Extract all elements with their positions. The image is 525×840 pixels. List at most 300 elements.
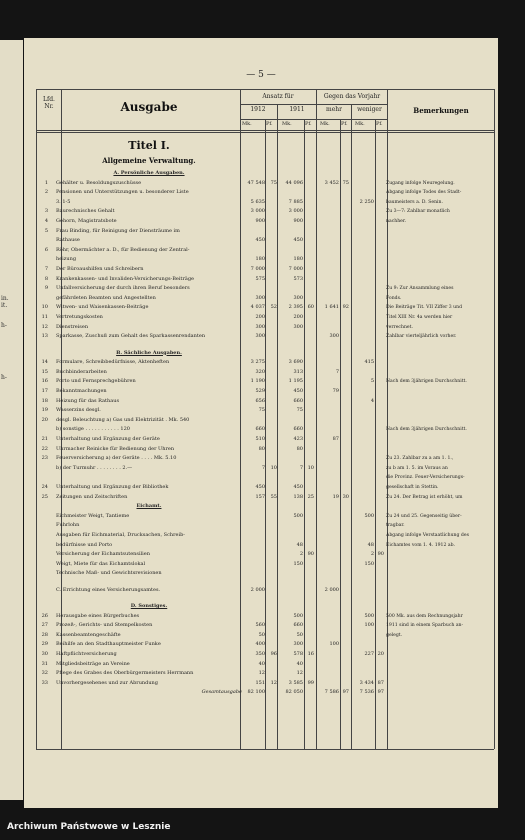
cell-m2: 82 050 (285, 689, 303, 696)
cell-p2: 10 (307, 464, 314, 471)
table-row (34, 512, 494, 521)
cell-text: Porto und Fernsprechgebühren (56, 378, 136, 385)
cell-m1: 350 (255, 650, 265, 657)
header-top-rule (36, 89, 494, 90)
cell-m1: 300 (255, 323, 265, 330)
edge-text: h- (1, 374, 7, 381)
cell-text: Krankenkassen- und Invaliden-Versicherungs-Beiträge (56, 275, 194, 282)
table-row (34, 640, 494, 649)
cell-nr: 22 (41, 445, 48, 452)
cell-m3: 3 452 (324, 179, 339, 186)
header-pf: Pf. (341, 121, 348, 127)
cell-text: Feuerversicherung a) der Geräte . . . . Mk. 5.10 (56, 455, 177, 462)
header-mid-rule (240, 104, 387, 105)
cell-nr: 31 (41, 660, 48, 667)
cell-m1: 656 (255, 397, 265, 404)
cell-p1: 52 (270, 304, 277, 311)
cell-m1: 4 037 (250, 304, 265, 311)
section-heading: A. Persönliche Ausgaben. (113, 170, 185, 176)
cell-nr: 27 (41, 622, 48, 629)
table-row (34, 464, 494, 473)
cell-p3: 97 (342, 689, 349, 696)
cell-m1: 200 (255, 314, 265, 320)
cell-rem: Zu 24 und 25. Gegenseitig über- (386, 513, 462, 519)
cell-p1: 55 (270, 493, 277, 500)
cell-text: heizung (56, 256, 77, 263)
table-row (34, 246, 494, 255)
cell-text: Fuhrlohn (56, 522, 80, 529)
cell-m4: 227 (364, 650, 374, 657)
table-row (34, 483, 494, 492)
table-row (34, 227, 494, 236)
section-title: Titel I. (128, 139, 170, 152)
table-row (34, 445, 494, 454)
table-row (34, 631, 494, 640)
cell-m1: 660 (255, 426, 265, 433)
cell-nr: 32 (41, 670, 48, 677)
header-mk: Mk. (242, 121, 252, 127)
cell-text: desgl. Beleuchtung a) Gas und Elektrizität . Mk. 540 (56, 416, 190, 423)
cell-m4: 100 (364, 622, 374, 629)
table-row (34, 377, 494, 386)
section-heading-row (34, 349, 494, 358)
cell-nr: 12 (41, 323, 48, 330)
cell-rem: 500 Mk. aus dem Rechnungsjahr (386, 613, 463, 619)
cell-nr: 14 (41, 359, 48, 366)
section-heading: Eichamt. (136, 503, 162, 510)
cell-nr: 19 (41, 407, 48, 414)
cell-rem: gesellschaft in Stettin. (386, 484, 439, 490)
cell-text: Bekanntmachungen (56, 387, 107, 394)
header-gegen: Gegen das Vorjahr (323, 93, 381, 100)
header-mid-rule (240, 119, 387, 120)
cell-text: Unterhaltung und Ergänzung der Bibliothek (56, 483, 169, 490)
cell-rem: Zu 9: Zur Ansammlung eines (386, 286, 454, 292)
cell-m1: 450 (255, 483, 265, 490)
cell-m2: 75 (296, 407, 303, 414)
cell-nr: 18 (41, 397, 48, 404)
cell-m2: 1 195 (288, 378, 303, 385)
cell-m2: 2 (299, 551, 303, 558)
cell-p1: 12 (270, 679, 277, 686)
cell-m4: 500 (364, 612, 374, 619)
cell-text: Mitgliedsbeiträge an Vereine (56, 660, 130, 667)
header-weniger: weniger (357, 106, 382, 113)
cell-text: Unterhaltung und Ergänzung der Geräte (56, 435, 160, 442)
cell-text: Sparkasse, Zuschuß zum Gehalt des Sparkassenrendanten (56, 333, 206, 340)
cell-text: Wasserzins desgl. (56, 407, 101, 414)
cell-m1: 75 (258, 407, 265, 414)
cell-m1: 400 (255, 641, 265, 648)
cell-text: Baurechnisches Gehalt (56, 208, 115, 215)
cell-m1: 5 635 (250, 198, 265, 205)
cell-p3: 92 (342, 304, 349, 311)
cell-nr: 33 (41, 679, 48, 686)
edge-text: h- (1, 322, 7, 329)
cell-m2: 300 (293, 641, 303, 648)
cell-rem: Fonds. (386, 295, 402, 301)
cell-m2: 300 (293, 323, 303, 330)
table-row (34, 207, 494, 216)
cell-m3: 87 (332, 435, 339, 442)
cell-text: Technische Maß- und Gewichtsrevisionen (56, 570, 162, 577)
cell-nr: 26 (41, 612, 48, 619)
cell-m2: 660 (293, 426, 303, 433)
cell-m2: 80 (296, 445, 303, 452)
cell-m1: 450 (255, 237, 265, 244)
cell-rem: Zu 3—7: Zahlbar monatlich (386, 209, 450, 215)
cell-m1: 80 (258, 445, 265, 452)
cell-m2: 2 395 (288, 304, 303, 311)
cell-m3: 7 (335, 368, 339, 375)
cell-text: Heizung für das Rathaus (56, 397, 120, 404)
cell-m2: 138 (293, 493, 303, 500)
cell-text: Uhrmacher Reinicke für Bedienung der Uhren (56, 445, 175, 452)
cell-m1: 7 000 (250, 266, 265, 272)
cell-m2: 200 (293, 314, 303, 320)
cell-text: Unfallversicherung der durch ihren Beruf besonders (56, 285, 190, 292)
cell-rem: Zugang infolge Neuregelung. (386, 180, 455, 186)
cell-nr: 25 (41, 493, 48, 500)
cell-p3: 75 (342, 179, 349, 186)
cell-text: Eichmeister Weigt, Tantieme (56, 512, 130, 519)
cell-p4: 87 (377, 679, 384, 686)
cell-nr: 8 (44, 275, 48, 282)
cell-m2: 660 (293, 622, 303, 629)
cell-m2: 313 (293, 368, 303, 375)
cell-m2: 450 (293, 237, 303, 244)
table-row (34, 387, 494, 396)
cell-text: Haftpflichtversicherung (56, 650, 117, 657)
section-heading: B. Sächliche Ausgaben. (116, 349, 182, 356)
cell-m2: 423 (293, 435, 303, 442)
cell-m4: 7 536 (359, 689, 374, 696)
table-row (34, 313, 494, 322)
table-row (34, 416, 494, 425)
ledger-page (24, 38, 498, 808)
cell-nr: 28 (41, 631, 48, 638)
cell-text: Herausgabe eines Bürgerbuches (56, 612, 140, 619)
header-mk: Mk. (355, 121, 365, 127)
total-row (34, 688, 494, 697)
cell-text: Pflege des Grabes des Oberbürgermeisters Herrmann (56, 670, 194, 677)
cell-m2: 500 (293, 512, 303, 519)
cell-text: Versicherung der Eichamtsutensilien (56, 551, 150, 558)
table-row (34, 531, 494, 540)
cell-m1: 180 (255, 256, 265, 263)
cell-m3: 19 (332, 493, 339, 500)
table-row (34, 406, 494, 415)
cell-text: Witwen- und Waisenkassen-Beiträge (56, 304, 149, 311)
edge-text: in. (1, 295, 9, 302)
cell-m2: 573 (293, 275, 303, 282)
cell-text: Buchbinderarbeiten (56, 368, 107, 375)
table-row (34, 368, 494, 377)
table-row (34, 265, 494, 274)
cell-nr: 29 (41, 641, 48, 648)
cell-rem: gelegt. (386, 632, 403, 638)
table-row (34, 217, 494, 226)
cell-text: b) der Turmuhr . . . . . . . . 2.— (56, 464, 133, 471)
header-bemerkungen: Bemerkungen (413, 106, 469, 115)
cell-nr: 7 (44, 266, 48, 272)
header-pf: Pf. (266, 121, 273, 127)
cell-m1: 40 (258, 660, 265, 667)
cell-rem: nachher. (386, 219, 407, 224)
cell-nr: 5 (44, 227, 48, 234)
cell-p2: 25 (307, 493, 314, 500)
cell-m4: 48 (367, 541, 374, 548)
cell-p2: 60 (307, 304, 314, 311)
table-row (34, 669, 494, 678)
cell-m2: 50 (296, 631, 303, 638)
cell-m1: 529 (255, 387, 265, 394)
cell-nr: 9 (44, 285, 48, 292)
table-row (34, 569, 494, 578)
section-subtitle: Allgemeine Verwaltung. (102, 156, 196, 165)
cell-m1: 151 (255, 679, 265, 686)
cell-rem: die Provinz. Feuer-Versicherungs- (386, 475, 465, 481)
cell-m1: 510 (255, 435, 265, 442)
cell-p4: 97 (377, 689, 384, 696)
cell-nr: 17 (41, 387, 48, 394)
table-row (34, 454, 494, 463)
cell-text: C. Errichtung eines Versicherungsamtes. (56, 586, 161, 593)
cell-m2: 450 (293, 483, 303, 490)
cell-rem: Zahlbar vierteljährlich vorher. (386, 334, 457, 340)
header-pf: Pf. (376, 121, 383, 127)
cell-m2: 500 (293, 612, 303, 619)
cell-nr: 4 (44, 218, 48, 224)
cell-m2: 180 (293, 256, 303, 263)
cell-nr: 3 (44, 208, 48, 215)
cell-m4: 2 (370, 551, 374, 558)
cell-text: Unvorhergesehenes und zur Abrundung (56, 679, 158, 686)
cell-text: Der Büroaushilfen und Schreibern (56, 266, 144, 272)
cell-m2: 150 (293, 560, 303, 567)
cell-m1: 1 190 (250, 378, 265, 385)
cell-text: bedürfnisse und Porto (56, 541, 113, 548)
cell-p1: 75 (270, 179, 277, 186)
table-row (34, 679, 494, 688)
cell-m2: 7 (299, 464, 303, 471)
cell-text: b) sonstige . . . . . . . . . . . 120 (56, 426, 130, 433)
cell-m2: 12 (296, 670, 303, 677)
cell-p2: 90 (307, 551, 314, 558)
cell-m3: 2 000 (324, 586, 339, 593)
cell-m2: 660 (293, 397, 303, 404)
table-row (34, 473, 494, 482)
header-mehr: mehr (326, 106, 342, 113)
cell-rem: zu b am 1. 5. im Voraus an (386, 465, 448, 471)
cell-m1: 3 000 (250, 208, 265, 215)
cell-rem: Die Beiträge Tit. VII Ziffer 3 und (386, 305, 463, 311)
cell-m3: 100 (329, 641, 339, 648)
cell-text: gefährdeten Beamten und Angestellten (56, 294, 156, 301)
section-heading-row (34, 502, 494, 511)
cell-nr: 16 (41, 378, 48, 385)
cell-text: Beihilfe an den Stadthauptmeister Funke (56, 641, 161, 648)
cell-p1: 96 (270, 650, 277, 657)
cell-p1: 10 (270, 464, 277, 471)
cell-text: Rathause (56, 237, 80, 244)
table-row (34, 179, 494, 188)
cell-text: Röhr, Obermächter a. D., für Bedienung der Zentral- (56, 246, 190, 253)
table-row (34, 586, 494, 595)
cell-m4: 4 (370, 397, 374, 404)
cell-rem: Nach dem 3jährigen Durchschnitt. (386, 379, 467, 385)
section-heading-row (34, 602, 494, 611)
header-year-1911: 1911 (289, 106, 305, 113)
cell-m3: 79 (332, 387, 339, 394)
table-row (34, 521, 494, 530)
table-row (34, 550, 494, 559)
adjacent-page-edge (0, 40, 23, 800)
cell-m1: 575 (255, 275, 265, 282)
cell-text: Ausgaben für Eichmaterial, Drucksachen, Schreib- (56, 531, 185, 538)
cell-text: Prozeß-, Gerichts- und Stempelkosten (56, 622, 153, 629)
cell-nr: 13 (41, 333, 48, 340)
table-row (34, 425, 494, 434)
cell-m2: 7 885 (288, 198, 303, 205)
header-mk: Mk. (320, 121, 330, 127)
table-row (34, 397, 494, 406)
cell-text: Weigt, Miete für das Eichamtslokal (56, 560, 146, 567)
cell-m1: 900 (255, 218, 265, 224)
table-row (34, 294, 494, 303)
cell-m2: 40 (296, 660, 303, 667)
cell-text: Vertretungskosten (56, 314, 103, 320)
cell-rem: Zu 24. Der Betrag ist erhöht, um (386, 494, 463, 500)
cell-p2: 99 (307, 679, 314, 686)
header-year-1912: 1912 (250, 106, 266, 113)
cell-text: Gehorn, Magistratsbote (56, 218, 117, 224)
cell-nr: 2 (44, 189, 48, 196)
cell-nr: 11 (41, 314, 48, 320)
cell-nr: 24 (41, 483, 48, 490)
table-row (34, 198, 494, 207)
cell-m2: 44 096 (285, 179, 303, 186)
cell-m2: 578 (293, 650, 303, 657)
table-row (34, 621, 494, 630)
cell-rem: Nach dem 3jährigen Durchschnitt. (386, 427, 467, 433)
cell-rem: baumeisters a. D. Senin. (386, 199, 443, 205)
cell-m1: 12 (258, 670, 265, 677)
archive-name: Archiwum Państwowe w Lesznie (7, 822, 171, 832)
table-row (34, 560, 494, 569)
cell-p3: 30 (342, 493, 349, 500)
table-row (34, 323, 494, 332)
cell-rem: Abgang infolge Verstaatlichung des (386, 532, 469, 538)
page-number: — 5 — (246, 70, 276, 80)
cell-rem: Zu 23. Zahlbar zu a am 1. 1., (386, 456, 454, 462)
cell-text: Pensionen und Unterstützungen u. besonderer Liste (56, 189, 189, 196)
rule (494, 89, 495, 749)
cell-m1: 300 (255, 294, 265, 301)
cell-m2: 3 000 (288, 208, 303, 215)
cell-m1: 560 (255, 622, 265, 629)
cell-m1: 47 548 (247, 179, 265, 186)
cell-nr: 6 (44, 246, 48, 253)
cell-text: Formulare, Schreibbedürfnisse, Aktenheften (56, 359, 170, 366)
cell-m4: 415 (364, 359, 374, 366)
table-row (34, 284, 494, 293)
cell-m4: 3 434 (359, 679, 374, 686)
table-bottom-rule (36, 749, 494, 750)
cell-m1: 300 (255, 333, 265, 340)
cell-text: Gehälter u. Besoldungszuschüsse (56, 179, 142, 186)
header-mk: Mk. (282, 121, 292, 127)
archive-footer (0, 808, 525, 840)
cell-text: Kassenbeamtengeschäfte (56, 631, 121, 638)
cell-m1: 82 100 (247, 689, 265, 696)
table-row (34, 332, 494, 341)
table-row (34, 303, 494, 312)
cell-m4: 150 (364, 560, 374, 567)
cell-nr: 23 (41, 455, 48, 462)
table-row (34, 493, 494, 502)
edge-text: it. (1, 302, 8, 309)
cell-m1: 320 (255, 368, 265, 375)
cell-nr: 30 (41, 650, 48, 657)
table-row (34, 358, 494, 367)
cell-m4: 5 (370, 378, 374, 385)
table-row (34, 435, 494, 444)
cell-text: Gesamtausgabe (201, 689, 242, 696)
cell-m1: 7 (261, 464, 265, 471)
table-row (34, 541, 494, 550)
cell-nr: 21 (41, 435, 48, 442)
cell-rem: tragbar. (386, 523, 405, 529)
cell-p2: 16 (307, 650, 314, 657)
cell-m4: 2 250 (359, 198, 374, 205)
cell-rem: Abgang infolge Todes des Stadt- (386, 190, 462, 196)
header-ansatz: Ansatz für (262, 93, 294, 100)
cell-m2: 450 (293, 387, 303, 394)
cell-rem: Eichamtes vom 1. 4. 1912 ab. (386, 542, 455, 548)
cell-text: Dienstreisen (56, 323, 89, 330)
cell-nr: 15 (41, 368, 48, 375)
cell-nr: 20 (41, 416, 48, 423)
table-row (34, 612, 494, 621)
section-heading-row (34, 169, 494, 178)
cell-text: Frau Binding, für Reinigung der Diensträume im (56, 227, 180, 234)
table-row (34, 255, 494, 264)
cell-nr: 10 (41, 304, 48, 311)
cell-m1: 2 000 (250, 586, 265, 593)
table-row (34, 188, 494, 197)
header-lfd: Lfd. Nr. (43, 96, 55, 110)
cell-text: 3. 1-5 (56, 198, 71, 205)
cell-m4: 500 (364, 512, 374, 519)
cell-m3: 7 586 (324, 689, 339, 696)
cell-m2: 900 (293, 218, 303, 224)
cell-p4: 90 (377, 551, 384, 558)
cell-rem: verrechnet. (386, 324, 413, 330)
cell-m2: 3 585 (288, 679, 303, 686)
table-row (34, 650, 494, 659)
table-row (34, 275, 494, 284)
cell-m2: 7 000 (288, 266, 303, 272)
cell-rem: Titel XIII Nr. 4a werden hier (386, 315, 453, 320)
cell-m1: 157 (255, 493, 265, 500)
cell-m1: 3 275 (250, 359, 265, 366)
cell-m2: 48 (296, 541, 303, 548)
cell-m2: 3 690 (288, 359, 303, 366)
cell-p4: 20 (377, 650, 384, 657)
cell-m3: 300 (329, 333, 339, 340)
header-pf: Pf. (305, 121, 312, 127)
